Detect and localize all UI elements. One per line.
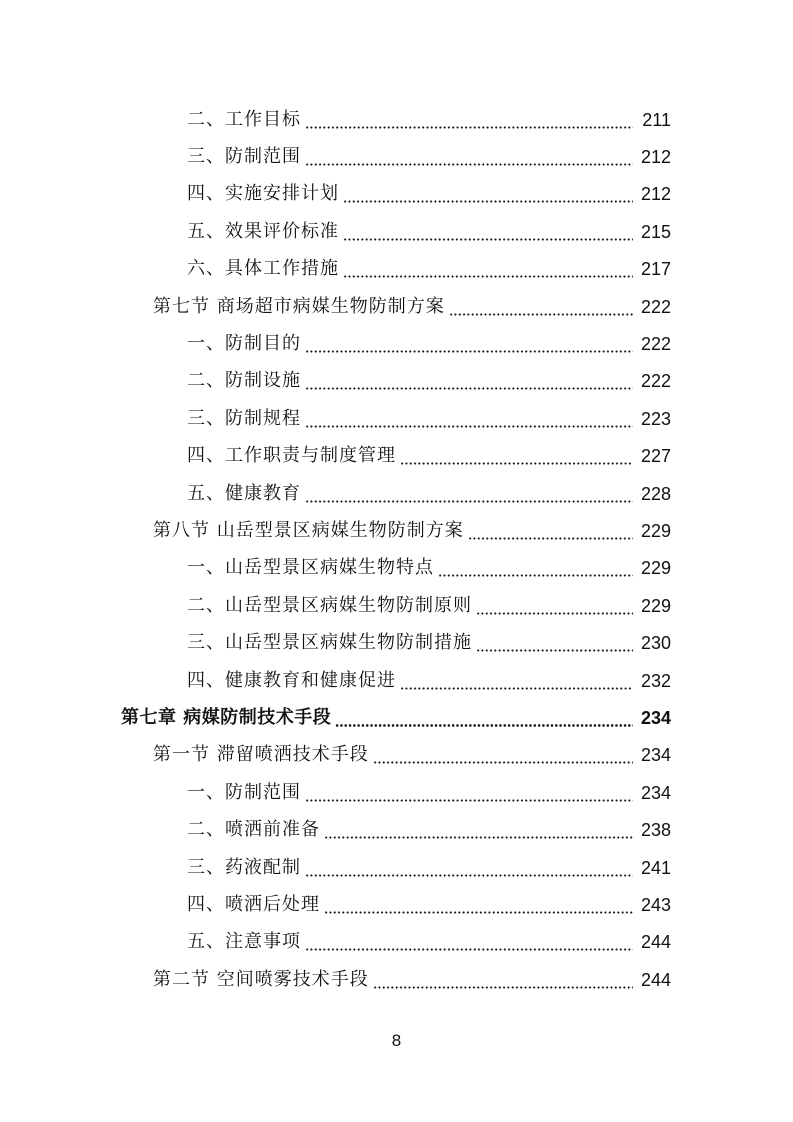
toc-entry-title: 四、喷洒后处理 (187, 893, 320, 915)
dot-leader (305, 369, 633, 393)
dot-leader (305, 108, 633, 132)
toc-entry[interactable] (0, 475, 793, 512)
toc-entry-title: 四、实施安排计划 (187, 183, 339, 205)
toc-entry-title: 三、药液配制 (187, 856, 301, 878)
dot-leader (305, 930, 633, 954)
dot-leader (468, 519, 633, 543)
toc-entry-page: 230 (640, 633, 671, 654)
dot-leader (373, 968, 633, 992)
toc-entry-title: 二、工作目标 (187, 108, 301, 130)
toc-entry-title: 第七节 商场超市病媒生物防制方案 (153, 295, 445, 317)
toc-entry[interactable] (0, 886, 793, 923)
dot-leader (324, 818, 633, 842)
dot-leader (400, 444, 633, 468)
toc-entry-title: 三、防制规程 (187, 407, 301, 429)
toc-entry[interactable] (0, 624, 793, 661)
toc-entry-title: 四、健康教育和健康促进 (187, 669, 396, 691)
dot-leader (305, 781, 633, 805)
toc-entry-page: 211 (642, 109, 671, 130)
dot-leader (305, 145, 633, 169)
dot-leader (476, 631, 633, 655)
toc-section-entry[interactable] (0, 512, 793, 549)
toc-entry-page: 229 (640, 558, 671, 579)
toc-entry-page: 243 (640, 894, 671, 915)
toc-entry-title: 六、具体工作措施 (187, 258, 339, 280)
toc-entry[interactable] (0, 924, 793, 961)
toc-entry-page: 244 (640, 969, 671, 990)
toc-entry-page: 229 (640, 520, 671, 541)
dot-leader (400, 669, 633, 693)
toc-entry-title: 一、防制目的 (187, 333, 301, 355)
toc-entry[interactable] (0, 325, 793, 362)
toc-entry-title: 一、山岳型景区病媒生物特点 (187, 557, 434, 579)
toc-entry-page: 222 (640, 371, 671, 392)
toc-entry-title: 第八节 山岳型景区病媒生物防制方案 (153, 519, 464, 541)
dot-leader (476, 594, 633, 618)
toc-entry-page: 238 (640, 820, 671, 841)
toc-entry[interactable] (0, 138, 793, 175)
dot-leader (449, 295, 633, 319)
dot-leader (305, 332, 633, 356)
toc-entry-title: 一、防制范围 (187, 781, 301, 803)
toc-entry[interactable] (0, 176, 793, 213)
dot-leader (343, 182, 633, 206)
toc-entry-title: 二、山岳型景区病媒生物防制原则 (187, 594, 472, 616)
dot-leader (324, 893, 633, 917)
toc-entry-title: 二、喷洒前准备 (187, 819, 320, 841)
toc-entry-title: 五、健康教育 (187, 482, 301, 504)
table-of-contents (0, 101, 793, 998)
toc-entry-page: 212 (640, 147, 671, 168)
page-number: 8 (391, 1031, 402, 1050)
toc-entry-title: 第一节 滞留喷洒技术手段 (153, 744, 369, 766)
dot-leader (343, 257, 633, 281)
toc-entry-page: 244 (640, 932, 671, 953)
toc-section-entry[interactable] (0, 737, 793, 774)
toc-entry-title: 第七章 病媒防制技术手段 (121, 706, 332, 728)
toc-section-entry[interactable] (0, 288, 793, 325)
toc-entry[interactable] (0, 849, 793, 886)
dot-leader (343, 220, 633, 244)
toc-section-entry[interactable] (0, 961, 793, 998)
toc-entry-page: 241 (640, 857, 671, 878)
dot-leader (305, 407, 633, 431)
toc-entry[interactable] (0, 774, 793, 811)
toc-chapter-entry[interactable] (0, 699, 793, 736)
toc-entry-page: 212 (640, 184, 671, 205)
toc-entry-title: 五、注意事项 (187, 931, 301, 953)
dot-leader (305, 856, 633, 880)
toc-entry-title: 二、防制设施 (187, 370, 301, 392)
toc-entry-title: 三、山岳型景区病媒生物防制措施 (187, 632, 472, 654)
toc-entry-page: 234 (640, 782, 671, 803)
toc-entry-page: 232 (640, 670, 671, 691)
toc-entry-page: 222 (640, 334, 671, 355)
toc-entry[interactable] (0, 662, 793, 699)
dot-leader (305, 482, 633, 506)
toc-entry[interactable] (0, 438, 793, 475)
toc-entry-page: 223 (640, 408, 671, 429)
toc-entry-page: 227 (640, 446, 671, 467)
toc-entry[interactable] (0, 363, 793, 400)
toc-entry-title: 五、效果评价标准 (187, 220, 339, 242)
dot-leader (373, 743, 633, 767)
toc-entry-page: 229 (640, 595, 671, 616)
toc-entry[interactable] (0, 251, 793, 288)
toc-entry-page: 228 (640, 483, 671, 504)
toc-entry-title: 三、防制范围 (187, 146, 301, 168)
toc-entry[interactable] (0, 550, 793, 587)
dot-leader (438, 556, 633, 580)
toc-entry[interactable] (0, 587, 793, 624)
toc-entry-title: 四、工作职责与制度管理 (187, 445, 396, 467)
dot-leader (335, 706, 633, 730)
toc-entry-page: 234 (640, 745, 671, 766)
toc-entry-page: 215 (640, 221, 671, 242)
toc-entry[interactable] (0, 101, 793, 138)
toc-entry-page: 217 (640, 259, 671, 280)
toc-entry-page: 222 (640, 296, 671, 317)
toc-entry-page: 234 (640, 707, 671, 728)
toc-entry[interactable] (0, 400, 793, 437)
toc-entry[interactable] (0, 213, 793, 250)
toc-entry[interactable] (0, 811, 793, 848)
toc-entry-title: 第二节 空间喷雾技术手段 (153, 968, 369, 990)
